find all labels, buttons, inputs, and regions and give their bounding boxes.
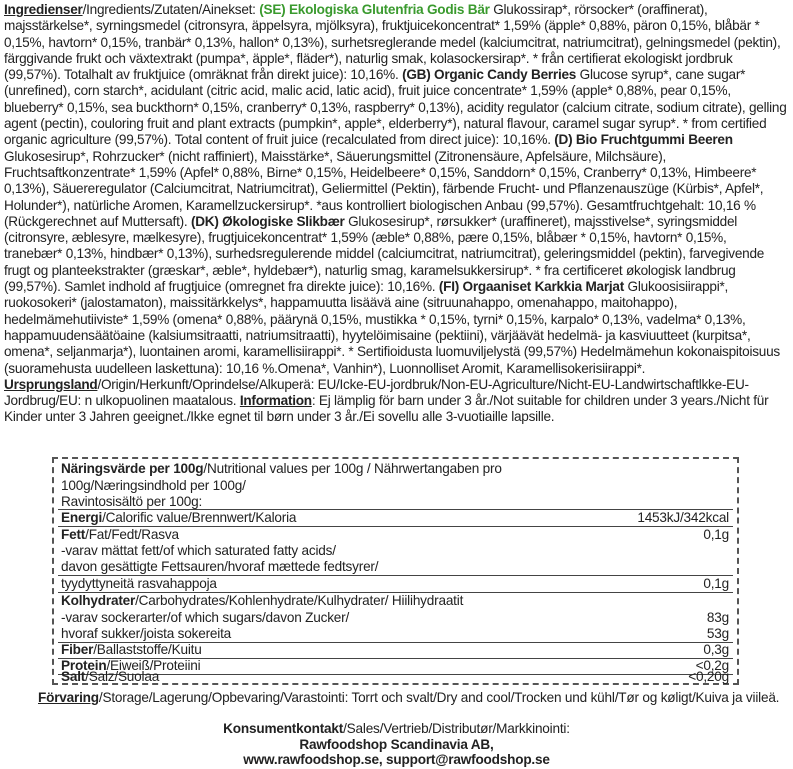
nutrition-table [52, 457, 739, 685]
origin-label: Ursprungsland [4, 376, 98, 392]
saturated-line3: tyydyttyneitä rasvahappoja [61, 576, 217, 591]
storage-label: Förvaring [38, 690, 99, 705]
fiber-label: Fiber [61, 642, 94, 657]
storage-paragraph [38, 690, 783, 707]
d-product-title: (D) Bio Fruchtgummi Beeren [554, 132, 733, 148]
fat-label: Fett [61, 527, 86, 542]
fiber-value: 0,3g [703, 642, 729, 657]
salt-label: Salt [61, 669, 86, 684]
saturated-line1: -varav mättat fett/of which saturated fatty acids/ [61, 543, 336, 558]
nutrition-header [61, 461, 621, 511]
sugars-line2: hvoraf sukker/joista sokereita [61, 626, 232, 641]
fat-translations: /Fat/Fedt/Rasva [85, 527, 179, 542]
contact-web-email: www.rawfoodshop.se, support@rawfoodshop.se [243, 752, 550, 767]
sugars-line1: -varav sockerarter/of which sugars/davon Zucker/ [61, 610, 350, 625]
ingredients-paragraph [4, 2, 788, 426]
ingredients-heading-translations: /Ingredients/Zutaten/Ainekset: [82, 2, 260, 17]
contact-heading [0, 721, 793, 738]
salt-value: <0,20g [688, 669, 729, 684]
fi-product-title: (FI) Orgaaniset Karkkia Marjat [438, 279, 625, 295]
nutrition-header-rest: /Nutritional values per 100g / Nährwertangaben pro [203, 461, 502, 476]
salt-translations: /Salz/Suolaa [85, 669, 160, 684]
gb-product-title: (GB) Organic Candy Berries [402, 67, 577, 83]
company-name: Rawfoodshop Scandinavia AB, [299, 737, 494, 752]
se-ingredients: Glukossirap*, rörsocker* (oraffinerat), majsstärkelse*, syrningsmedel (citronsyra, äppelsyra, mjölksyra), fruktjuicekoncentrat* 1,59% (äpple* 0,88%, päron 0,15%, blåbär * 0,15%, havtorn* 0,15%, tranbär* 0,13%, hallon* 0,13%), surhetsreglerande medel (kalciumcitrat, natriumcitrat), gelningsmedel (pektin), färggivande frukt och växtextrakt (pumpa*, äpple*, fläder*), naturlig smak, kolasockersirap*. * från certifierat ekologiskt jordbruk (99,57%). Totalhalt av fruktjuice (omräknat från direkt juice): 10,16%. [4, 2, 781, 83]
contact-label: Konsumentkontakt [223, 721, 344, 736]
nutrition-header-line3: Ravintosisältö per 100g: [61, 494, 203, 509]
divider [58, 674, 733, 675]
energy-label: Energi [61, 510, 103, 525]
protein-value: <0,2g [695, 658, 729, 673]
fiber-translations: /Ballaststoffe/Kuitu [93, 642, 202, 657]
storage-text: /Storage/Lagerung/Opbevaring/Varastointi: Torrt och svalt/Dry and cool/Trocken und kühl/Tør og køligt/Kuiva ja viileä. [98, 690, 780, 705]
dk-product-title: (DK) Økologiske Slikbær [190, 213, 345, 229]
origin-text: /Origin/Herkunft/Oprindelse/Alkuperä: EU/Icke-EU-jordbruk/Non-EU-Agriculture/Nicht-EU-Landwirtschaftlkke-EU-Jordbrug/EU: n ulkopuolinen maatalous. [4, 376, 749, 409]
sugars-value-1: 83g [706, 610, 729, 625]
carbohydrates-label: Kolhydrater [61, 593, 136, 608]
saturated-value: 0,1g [703, 576, 729, 591]
se-product-title: (SE) Ekologiska Glutenfria Godis Bär [259, 2, 490, 17]
protein-translations: /Eiweiß/Proteiini [106, 658, 201, 673]
fi-ingredients: Glukoosisiirappi*, ruokosokeri* (jalostamaton), maissitärkkelys*, happamuutta lisäävä aine (sitruunahappo, omenahappo, maitohappo), hedelmämehutiiviste* 1,59% (omena* 0,88%, päärynä 0,15%, mustikka * 0,15%, tyrni* 0,15%, karpalo* 0,13%, vadelma* 0,13%, happamuudensäätöaine (kalsiumsitraatti, natriumsitraatti), hyytelöimisaine (pektiini), värjäävät hedelmä- ja kasviuutteet (kurpitsa*, omena*, seljanmarja*), luontainen aromi, karamellisiirappi*. * Sertifioidusta luomuviljelystä (99,57%) Hedelmämehun kokonaispitoisuus (suoramehusta uudelleen laskettuna): 10,16 %.Omena*, Vanhin*), Luonnolliset Aromit, Karamellisokerisiirappi*. [4, 279, 780, 376]
information-label: Information [239, 393, 312, 409]
energy-translations: /Calorific value/Brennwert/Kaloria [102, 510, 297, 525]
nutrition-header-bold: Näringsvärde per 100g [61, 461, 204, 476]
energy-value: 1453kJ/342kcal [637, 510, 729, 525]
dk-ingredients: Glukosesirup*, rørsukker* (uraffineret), majsstivelse*, syringsmiddel (citronsyre, æblesyre, mælkesyre), frugtjuicekoncentrat* 1,59% (æble* 0,88%, pære 0,15%, blåbær * 0,15%, havtorn* 0,15%, tranebær* 0,13%, hindbær* 0,13%), surhedsregulerende middel (calciumcitrat, natriumcitrat), geleringsmiddel (pektin), farvegivende frugt og planteekstrakter (græskar*, æble*, hyldebær*), naturlig smag, karamelsukkersirup*. * fra certificeret økologisk landbrug (99,57%). Samlet indhold af frugtjuice (omregnet fra direkte juice): 10,16%. [4, 213, 765, 295]
saturated-line2: davon gesättigte Fettsauren/hvoraf mættede fedtsyrer/ [61, 559, 379, 574]
contact-translations: /Sales/Vertrieb/Distributør/Markkinointi: [343, 721, 570, 736]
carbohydrates-translations: /Carbohydrates/Kohlenhydrate/Kulhydrater/ Hiilihydraatit [135, 593, 464, 608]
gb-ingredients: Glucose syrup*, cane sugar* (unrefined), corn starch*, acidulant (citric acid, malic acid, latic acid), fruit juice concentrate* 1,59% (apple* 0,88%, pear 0,15%, blueberry* 0,15%, sea buckthorn* 0,15%, cranberry* 0,13%, raspberry* 0,13%), acidity regulator (calcium citrate, sodium citrate), gelling agent (pectin), couloring fruit and plant extracts (pumpkin*, apple*, elderberry*), natural flavour, caramel sugar syrup*. * from certified organic agriculture (99,57%). Total content of fruit juice (recalculated from direct juice): 10,16%. [4, 67, 787, 148]
d-ingredients: Glukosesirup*, Rohrzucker* (nicht raffiniert), Maisstärke*, Säuerungsmittel (Zitronensäure, Apfelsäure, Milchsäure), Fruchtsaftkonzentrate* 1,59% (Apfel* 0,88%, Birne* 0,15%, Heidelbeere* 0,15%, Sanddorn* 0,15%, Cranberry* 0,13%, Himbeere* 0,13%), Säuereregulator (Calciumcitrat, Natriumcitrat), Geliermittel (Pektin), färbende Frucht- und Pflanzenauszüge (Kürbis*, Apfel*, Holunder*), natürliche Aromen, Karamellzuckersirup*. *aus kontrolliert biologischen Anbau (99,57%). Gesamtfruchtgehalt: 10,16 % (Rückgerechnet auf Muttersaft). [4, 148, 764, 229]
sugars-value-2: 53g [706, 626, 729, 641]
ingredients-heading: Ingredienser [4, 2, 83, 17]
protein-label: Protein [61, 658, 107, 673]
fat-value: 0,1g [703, 527, 729, 542]
nutrition-header-line2: 100g/Næringsindhold per 100g/ [61, 477, 246, 493]
information-text: : Ej lämplig för barn under 3 år./Not suitable for children under 3 years./Nicht für Kinder unter 3 Jahren geeignet./Ikke egnet til børn under 3 år./Ei sovellu alle 3-vuotiaille lapsille. [4, 393, 769, 425]
